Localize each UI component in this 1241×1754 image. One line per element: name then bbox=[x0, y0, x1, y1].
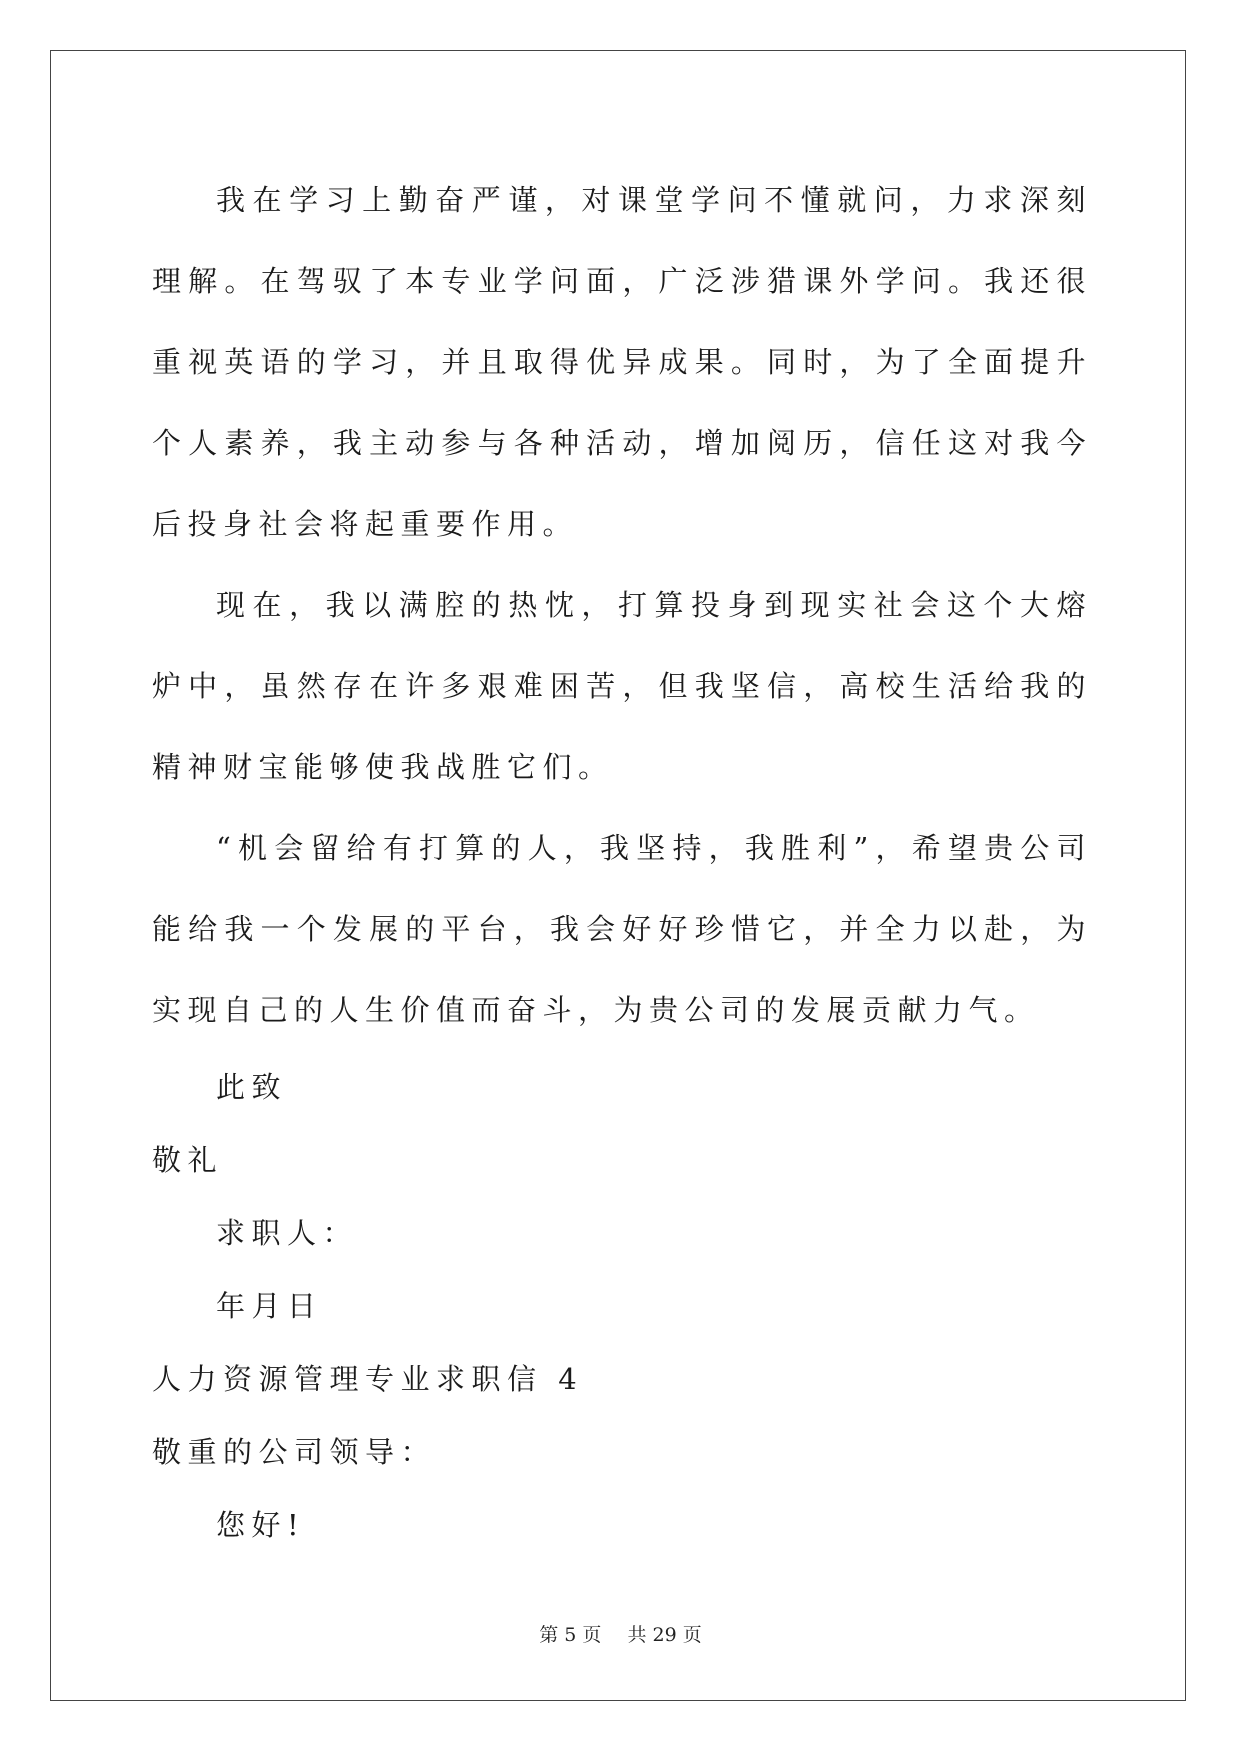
page-number: 第 5 页 bbox=[539, 1624, 602, 1646]
paragraph-study: 我在学习上勤奋严谨，对课堂学问不懂就问，力求深刻理解。在驾驭了本专业学问面，广泛涉猎课外学问。我还很重视英语的学习，并且取得优异成果。同时，为了全面提升个人素养，我主动参与各种活动，增加阅历，信任这对我今后投身社会将起重要作用。 bbox=[152, 183, 1092, 541]
section-title: 人力资源管理专业求职信 4 bbox=[152, 1362, 584, 1396]
date-label: 年月日 bbox=[216, 1289, 323, 1323]
signature-label: 求职人： bbox=[216, 1216, 359, 1250]
paragraph-opportunity: “机会留给有打算的人，我坚持，我胜利”，希望贵公司能给我一个发展的平台，我会好好珍惜它，并全力以赴，为实现自己的人生价值而奋斗，为贵公司的发展贡献力气。 bbox=[152, 831, 1092, 1027]
page-total: 共 29 页 bbox=[627, 1624, 702, 1646]
paragraph-now: 现在，我以满腔的热忱，打算投身到现实社会这个大熔炉中，虽然存在许多艰难困苦，但我坚信，高校生活给我的精神财宝能够使我战胜它们。 bbox=[152, 588, 1092, 784]
closing: 此致 bbox=[216, 1070, 288, 1104]
hello: 您好! bbox=[216, 1508, 306, 1542]
salute: 敬礼 bbox=[152, 1143, 224, 1177]
page-footer bbox=[0, 1620, 1241, 1647]
greeting: 敬重的公司领导： bbox=[152, 1435, 437, 1469]
document-body bbox=[152, 160, 1092, 1562]
